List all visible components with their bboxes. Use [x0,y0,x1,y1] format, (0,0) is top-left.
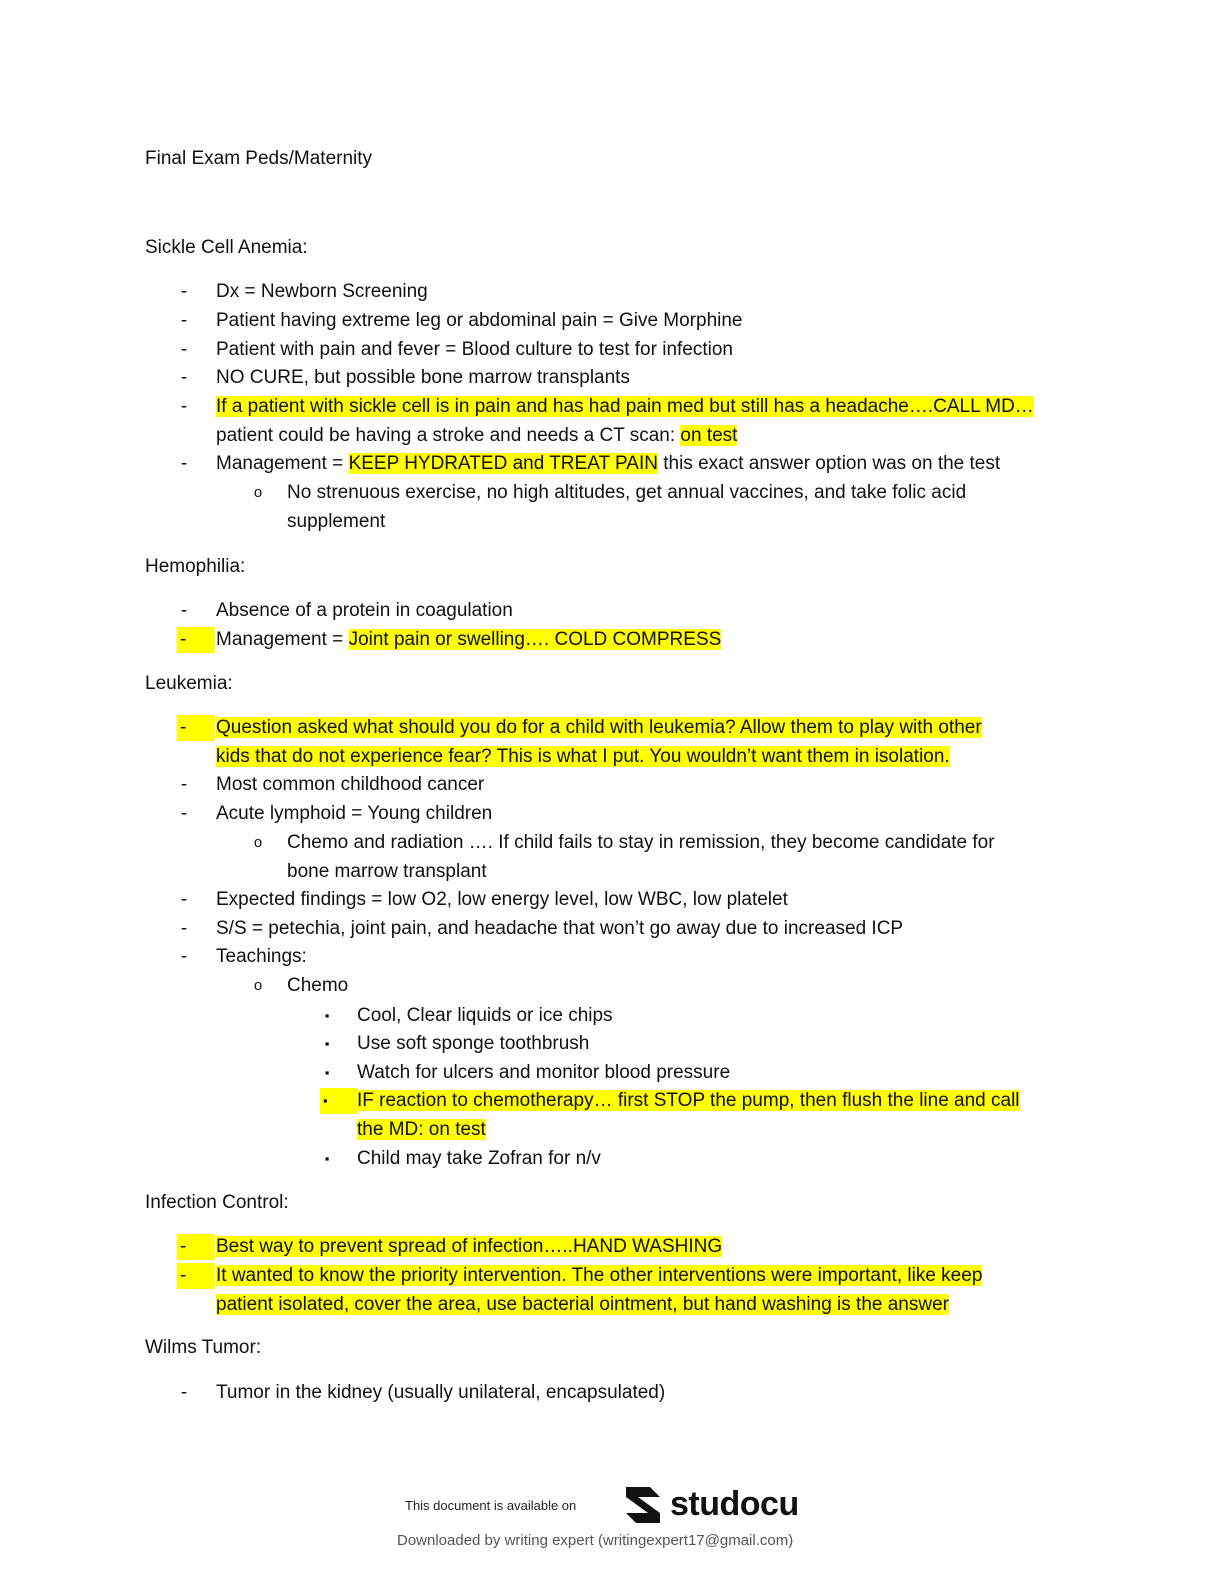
plain-text: patient could be having a stroke and needs a CT scan: [216,425,681,446]
bullet-circle: o [253,977,263,994]
list-item: Absence of a protein in coagulation [216,600,513,621]
bullet-dash: - [180,1382,188,1403]
bullet-dash: - [180,889,188,910]
list-item-highlighted [216,394,1034,420]
list-item: Teachings: [216,946,307,967]
studocu-logo-icon[interactable] [620,1483,666,1529]
list-item-continuation [216,744,950,770]
list-item: Expected findings = low O2, low energy level, low WBC, low platelet [216,889,788,910]
plain-text: this exact answer option was on the test [657,453,1001,474]
list-item: Acute lymphoid = Young children [216,803,493,824]
sub-list-item-continuation: bone marrow transplant [287,861,487,882]
bullet-dash: - [180,918,188,939]
bullet-dash-highlighted: - [177,715,215,741]
list-item: NO CURE, but possible bone marrow transplants [216,367,630,388]
plain-text: Management = [216,453,349,474]
highlighted-text: IF reaction to chemotherapy… first STOP the pump, then flush the line and call [357,1090,1020,1111]
bullet-square: ▪ [324,1065,330,1080]
sub-list-item-continuation: supplement [287,511,386,532]
sub-list-item: Chemo [287,975,349,996]
sub-list-item: Chemo and radiation …. If child fails to stay in remission, they become candidate for [287,832,995,853]
bullet-dash-highlighted: - [177,1234,215,1260]
highlighted-text: Joint pain or swelling…. COLD COMPRESS [348,629,722,650]
bullet-dash: - [180,396,188,417]
list-item-highlighted [216,1234,722,1260]
bullet-dash: - [180,803,188,824]
list-item: Tumor in the kidney (usually unilateral, encapsulated) [216,1382,666,1403]
bullet-square: ▪ [324,1008,330,1023]
list-item: Patient having extreme leg or abdominal pain = Give Morphine [216,310,743,331]
bullet-square: ▪ [324,1151,330,1166]
highlighted-text: If a patient with sickle cell is in pain and has had pain med but still has a headache….CALL MD… [216,396,1034,417]
document-title: Final Exam Peds/Maternity [145,148,373,169]
list-item: Patient with pain and fever = Blood culture to test for infection [216,339,733,360]
highlighted-text: the MD: on test [357,1119,486,1140]
sub-list-item: No strenuous exercise, no high altitudes, get annual vaccines, and take folic acid [287,482,967,503]
highlighted-text: Question asked what should you do for a child with leukemia? Allow them to play with other [216,717,982,738]
bullet-dash-highlighted: - [177,627,215,653]
bullet-square: ▪ [324,1036,330,1051]
highlighted-text: KEEP HYDRATED and TREAT PAIN [348,453,658,474]
bullet-square-highlighted: ▪ [320,1088,358,1114]
bullet-dash: - [180,339,188,360]
bullet-circle: o [253,484,263,501]
sub-sub-list-item-highlighted [357,1088,1020,1114]
list-item [216,451,1000,477]
highlighted-text: Best way to prevent spread of infection…..HAND WASHING [216,1236,723,1257]
highlighted-text: It wanted to know the priority intervention. The other interventions were important, like keep [216,1265,983,1286]
list-item: Most common childhood cancer [216,774,485,795]
section-heading-infection-control: Infection Control: [145,1192,289,1213]
bullet-dash: - [180,367,188,388]
bullet-dash: - [180,310,188,331]
bullet-dash: - [180,453,188,474]
list-item-highlighted [216,715,982,741]
highlighted-text: patient isolated, cover the area, use bacterial ointment, but hand washing is the answer [216,1294,949,1315]
list-item: Dx = Newborn Screening [216,281,428,302]
list-item: S/S = petechia, joint pain, and headache that won’t go away due to increased ICP [216,918,904,939]
bullet-dash: - [180,774,188,795]
list-item-continuation [216,1292,949,1318]
section-heading-hemophilia: Hemophilia: [145,556,246,577]
plain-text: Management = [216,629,349,650]
highlighted-text: on test [680,425,738,446]
highlighted-text: kids that do not experience fear? This is what I put. You wouldn’t want them in isolation. [216,746,950,767]
section-heading-sickle-cell: Sickle Cell Anemia: [145,237,308,258]
bullet-dash: - [180,600,188,621]
section-heading-leukemia: Leukemia: [145,673,233,694]
footer-available-text: This document is available on [405,1498,577,1513]
footer-download-text: Downloaded by writing expert (writingexpert17@gmail.com) [397,1532,794,1549]
sub-sub-list-item: Use soft sponge toothbrush [357,1033,590,1054]
bullet-dash: - [180,281,188,302]
bullet-dash-highlighted: - [177,1263,215,1289]
sub-sub-list-item: Cool, Clear liquids or ice chips [357,1005,613,1026]
sub-sub-list-item: Child may take Zofran for n/v [357,1148,601,1169]
bullet-dash: - [180,946,188,967]
list-item-highlighted [216,1263,982,1289]
list-item-continuation [216,423,737,449]
bullet-circle: o [253,834,263,851]
section-heading-wilms-tumor: Wilms Tumor: [145,1337,262,1358]
sub-sub-list-item: Watch for ulcers and monitor blood pressure [357,1062,731,1083]
list-item [216,627,721,653]
sub-sub-list-item-continuation [357,1117,486,1143]
studocu-brand-link[interactable]: studocu [670,1485,799,1523]
